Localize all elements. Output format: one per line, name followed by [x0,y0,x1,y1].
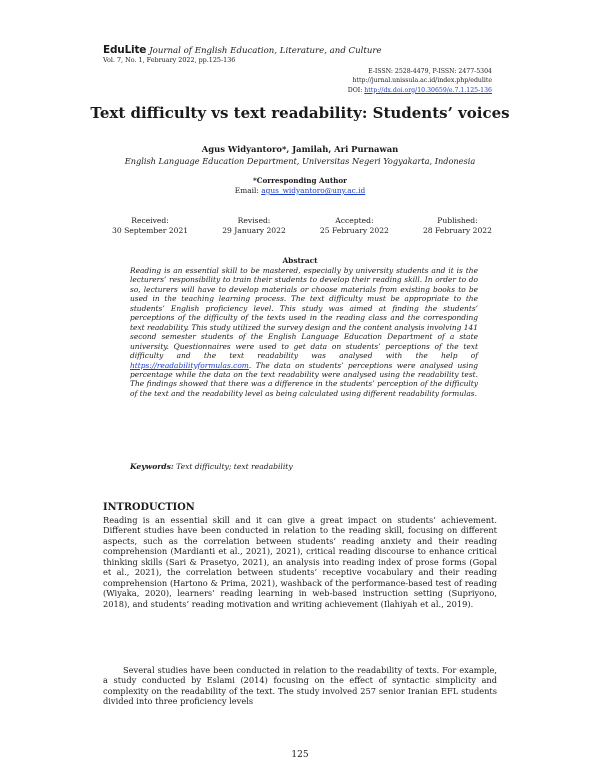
date-label: Revised: [237,216,271,225]
date-label: Received: [131,216,169,225]
abstract-text-part2: . The data on students’ perceptions were analysed using percentage while the data on the text readability were analysed using the readability test. The findings showed that there was a difference in the students’ perception of the difficulty of the text and the readability level as being calculated using different readability formulas. [130,360,478,398]
abstract-heading: Abstract [282,256,318,265]
doi-label: DOI: [347,86,363,94]
dates-row [112,216,492,236]
journal-name: Journal of English Education, Literature, and Culture [149,46,382,56]
date-published [423,216,492,236]
paper-title: Text difficulty vs text readability: Students’ voices [90,104,510,122]
date-value: 28 February 2022 [422,226,492,235]
page-number: 125 [291,750,309,760]
authors: Agus Widyantoro*, Jamilah, Ari Purnawan [201,144,399,154]
doi-line [232,86,492,95]
abstract-text-part1: Reading is an essential skill to be mastered, especially by university students and it is the lecturers’ responsibility to train their students to develop their reading skill. In order to do so, lecturers will have to develop materials or choose materials from existing books to be used in the teaching learning process. The text difficulty must be appropriate to the students’ English proficiency level. This study was aimed at finding the students’ perceptions of the difficulty of the texts used in the reading class and the corresponding text readability. This study utilized the survey design and the content analysis involving 141 second semester students of the English Language Education Department of a state university. Questionnaires were used to get data on students’ perceptions of the text difficulty and the text readability was analysed with the help of [130,266,478,361]
abstract-body [130,266,478,398]
date-value: 29 January 2022 [222,226,286,235]
keywords-line [130,462,293,471]
intro-paragraph-2: Several studies have been conducted in relation to the readability of texts. For example, a study conducted by Eslami (2014) focusing on the effect of syntactic simplicity and complexity on the readability of the text. The study involved 257 senior Iranian EFL students divided into three proficiency levels [103,665,497,707]
journal-header [103,44,382,56]
email-label: Email: [234,186,259,195]
issn-block [232,67,492,95]
volume-line: Vol. 7, No. 1, February 2022, pp.125-136 [103,56,236,64]
readability-link[interactable]: https://readabilityformulas.com [130,360,249,370]
journal-brand-logo: EduLite [103,44,147,56]
journal-url[interactable]: http://jurnal.unissula.ac.id/index.php/edulite [352,77,492,85]
corresponding-author-label: *Corresponding Author [253,176,347,185]
section-heading-introduction: INTRODUCTION [103,502,195,513]
date-received [112,216,188,236]
email-line [0,186,600,195]
affiliation: English Language Education Department, Universitas Negeri Yogyakarta, Indonesia [124,156,476,166]
date-value: 25 February 2022 [319,226,389,235]
date-revised [222,216,286,236]
date-value: 30 September 2021 [112,226,189,235]
keywords-label: Keywords: [130,462,174,471]
date-label: Published: [437,216,478,225]
date-label: Accepted: [335,216,374,225]
keywords-text: Text difficulty; text readability [176,462,293,471]
email-link[interactable]: agus_widyantoro@uny.ac.id [261,186,366,195]
intro-paragraph-1: Reading is an essential skill and it can give a great impact on students’ achievement. Different studies have been conducted in relation to the reading skill, focusing on different aspects, such as the correlation between students’ reading anxiety and their reading comprehension (Mardianti et al., 2021), 2021), critical reading discourse to enhance critical thinking skills (Sari & Prasetyo, 2021), an analysis into reading index of prose forms (Gopal et al., 2021), the correlation between students’ receptive vocabulary and their reading comprehension (Hartono & Prima, 2021), washback of the performance-based test of reading (Wiyaka, 2020), learners’ reading learning in web-based instruction setting (Supriyono, 2018), and students’ reading motivation and writing achievement (Ilahiyah et al., 2019). [103,515,497,609]
issn-line: E-ISSN: 2528-4479, P-ISSN: 2477-5304 [368,68,492,75]
doi-link[interactable]: http://dx.doi.org/10.30659/e.7.1.125-136 [364,86,492,94]
date-accepted [320,216,389,236]
